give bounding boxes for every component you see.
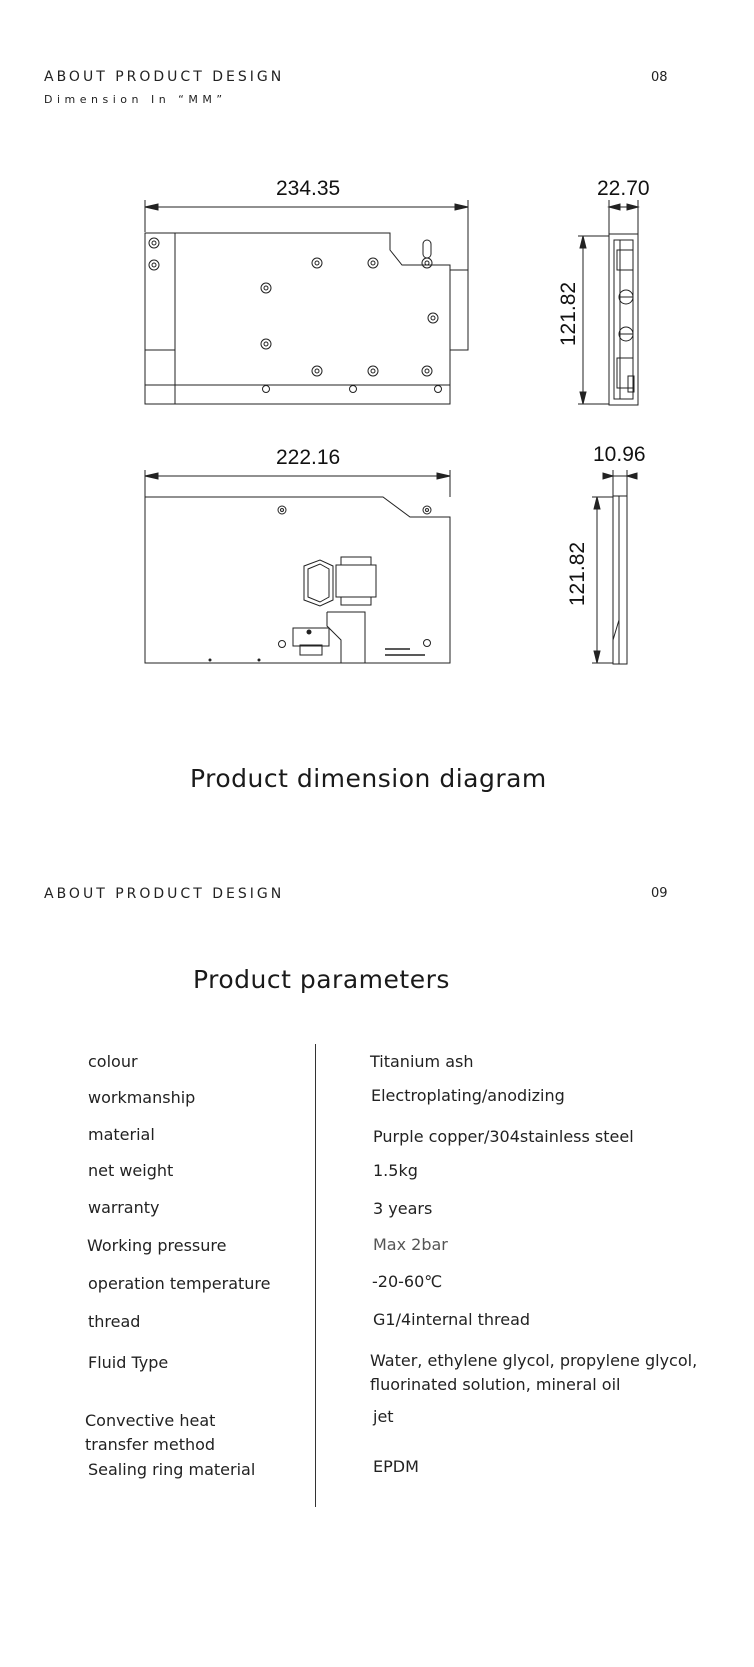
section-title: ABOUT PRODUCT DESIGN [44,69,285,85]
param-label-workmanship: workmanship [88,1088,196,1107]
param-value-fluid-type: Water, ethylene glycol, propylene glycol, fluorinated solution, mineral oil [370,1351,698,1394]
table-divider [315,1044,316,1507]
parameters-title: Product parameters [193,965,450,994]
param-label-operation-temperature: operation temperature [88,1274,271,1293]
top-side-view [578,200,638,405]
param-label-thread: thread [88,1312,141,1331]
dimension-bottom-width: 222.16 [276,446,341,469]
param-value-operation-temperature: -20-60℃ [372,1272,443,1291]
dimension-bottom-height: 121.82 [566,541,590,607]
param-value-net-weight: 1.5kg [373,1161,418,1180]
dimension-top-height: 121.82 [557,281,581,347]
product-dimension-drawing [0,0,754,800]
bottom-front-view [145,470,450,663]
param-value-working-pressure: Max 2bar [373,1235,448,1254]
page-number: 08 [651,70,668,85]
param-label-warranty: warranty [88,1198,160,1217]
param-value-sealing-ring-material: EPDM [373,1457,419,1476]
param-label-convective-heat-transfer: Convective heat transfer method [85,1411,216,1454]
bottom-side-view [592,470,637,664]
param-label-sealing-ring-material: Sealing ring material [88,1460,256,1479]
param-value-colour: Titanium ash [370,1052,474,1071]
dimension-bottom-side-thickness: 10.96 [593,443,646,466]
param-value-thread: G1/4internal thread [373,1310,531,1329]
param-value-convective-heat-transfer: jet [373,1407,394,1426]
dimension-top-width: 234.35 [276,177,341,200]
dimension-top-side-thickness: 22.70 [597,177,650,200]
param-label-working-pressure: Working pressure [87,1236,227,1255]
section-subtitle: Dimension In “MM” [44,93,227,106]
dimension-diagram-caption: Product dimension diagram [190,764,547,793]
param-value-workmanship: Electroplating/anodizing [371,1086,565,1105]
param-label-fluid-type: Fluid Type [88,1353,169,1372]
param-label-colour: colour [88,1052,138,1071]
top-front-screws [149,238,442,393]
top-front-view [145,200,468,404]
param-value-material: Purple copper/304stainless steel [373,1127,634,1146]
param-label-material: material [88,1125,155,1144]
param-label-net-weight: net weight [88,1161,174,1180]
page-number-2: 09 [651,886,668,901]
param-value-warranty: 3 years [373,1199,433,1218]
section-title-2: ABOUT PRODUCT DESIGN [44,886,285,902]
